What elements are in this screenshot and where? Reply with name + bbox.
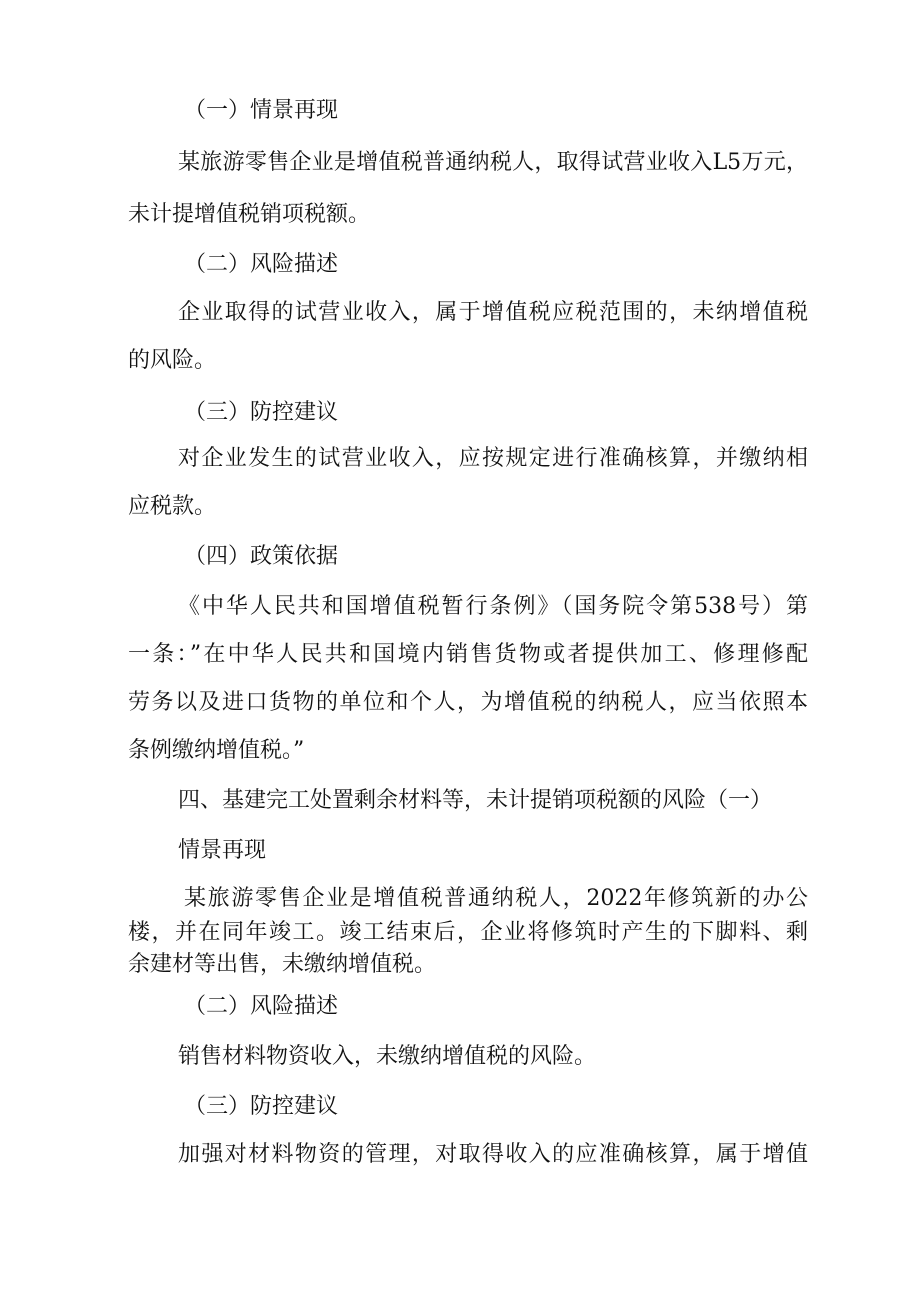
paragraph-line: 加强对材料物资的管理，对取得收入的应准确核算，属于增值 [178,1142,808,1167]
paragraph-line: 企业取得的试营业收入，属于增值税应税范围的，未纳增值税 [178,300,808,325]
section-heading-policy: （四）政策依据 [184,544,339,569]
paragraph-line: 的风险。 [128,348,217,373]
paragraph-line: 《中华人民共和国增值税暂行条例》（国务院令第538号）第 [178,594,808,619]
paragraph-line: 某旅游零售企业是增值税普通纳税人，2022年修筑新的办公 [184,886,808,911]
paragraph-line: 楼，并在同年竣工。竣工结束后，企业将修筑时产生的下脚料、剩 [128,920,808,945]
paragraph-line: 某旅游零售企业是增值税普通纳税人，取得试营业收入L5万元， [178,150,808,175]
section-heading-advice: （三）防控建议 [184,400,339,425]
paragraph-line: 销售材料物资收入，未缴纳增值税的风险。 [178,1044,597,1069]
paragraph-line: 一条：”在中华人民共和国境内销售货物或者提供加工、修理修配 [128,642,808,667]
section-heading-risk: （二）风险描述 [184,994,339,1019]
paragraph-line: 条例缴纳增值税。” [128,738,305,763]
section-heading-risk: （二）风险描述 [184,252,339,277]
paragraph-line: 未计提增值税销项税额。 [128,202,371,227]
section-heading-scenario: （一）情景再现 [184,98,339,123]
paragraph-line: 应税款。 [128,494,217,519]
section-title-four: 四、基建完工处置剩余材料等，未计提销项税额的风险（一） [178,788,773,813]
paragraph-line: 劳务以及进口货物的单位和个人，为增值税的纳税人，应当依照本 [128,690,808,715]
paragraph-line: 对企业发生的试营业收入，应按规定进行准确核算，并缴纳相 [178,446,808,471]
paragraph-line: 余建材等出售，未缴纳增值税。 [128,952,437,977]
section-heading-scenario: 情景再现 [178,838,267,863]
section-heading-advice: （三）防控建议 [184,1094,339,1119]
